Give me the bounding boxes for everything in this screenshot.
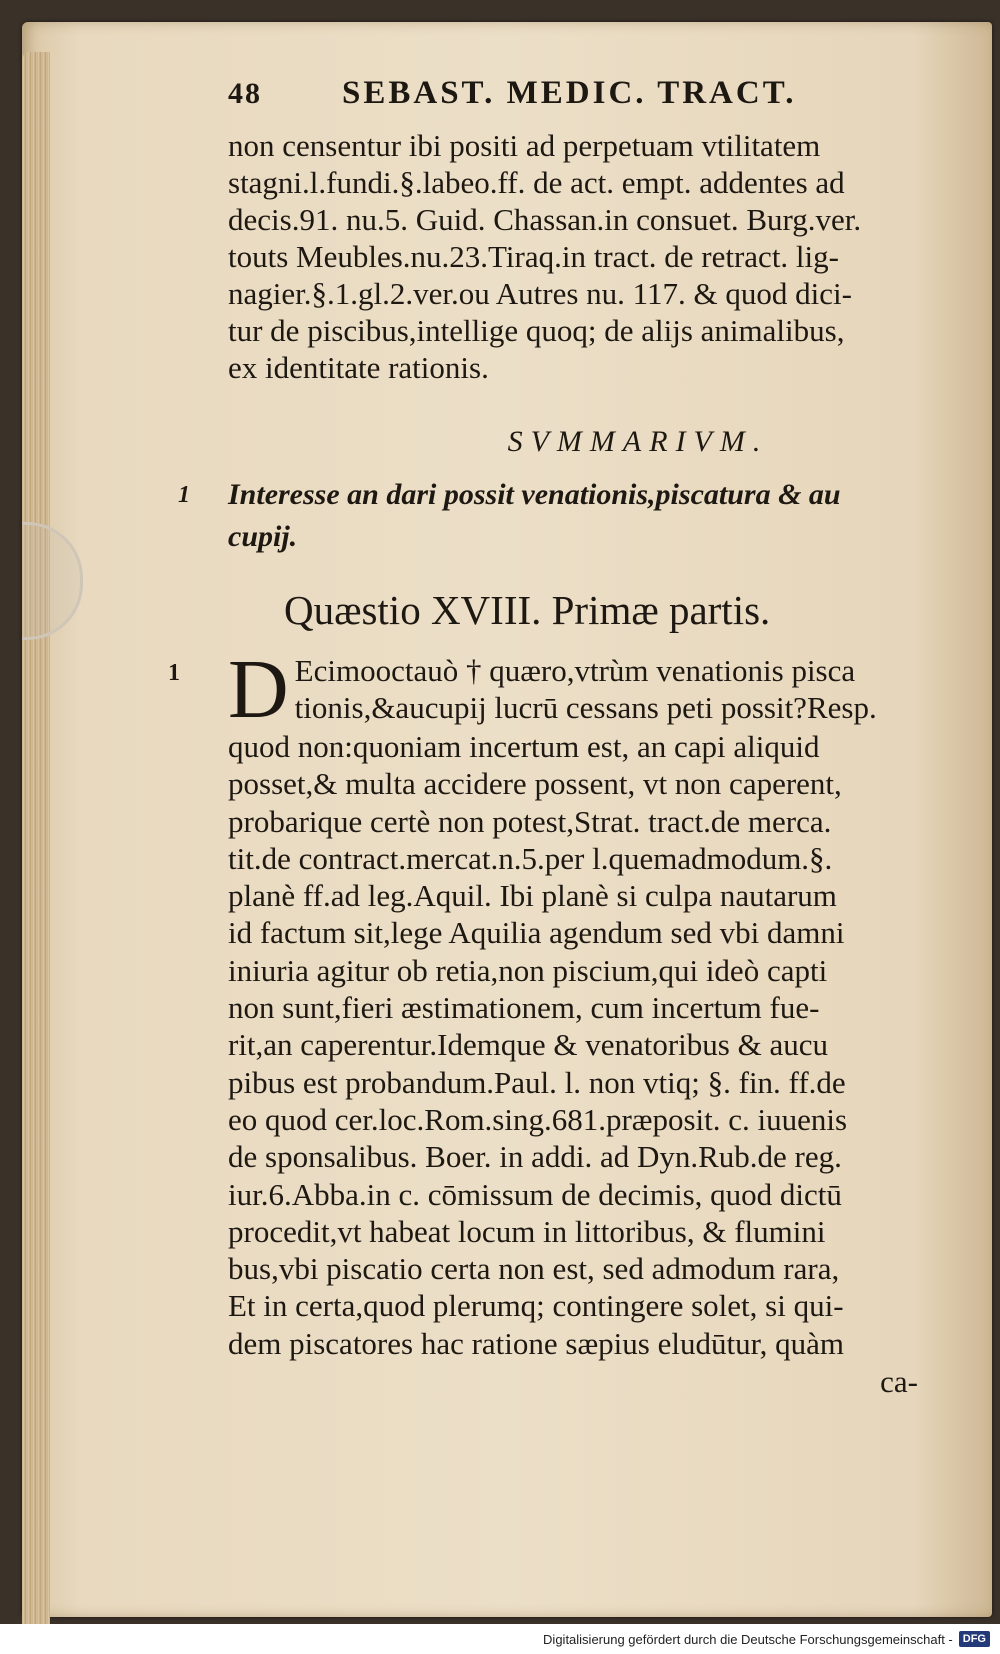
body-line: probarique certè non potest,Strat. tract.de merca. bbox=[228, 803, 832, 839]
body-line: iur.6.Abba.in c. cōmissum de decimis, quod dictū bbox=[228, 1176, 842, 1212]
body-line: Et in certa,quod plerumq; contingere solet, si qui- bbox=[228, 1288, 844, 1324]
body-line: planè ff.ad leg.Aquil. Ibi planè si culpa nautarum bbox=[228, 878, 837, 914]
summarium-item bbox=[178, 474, 928, 558]
text-line: nagier.§.1.gl.2.ver.ou Autres nu. 117. & quod dici- bbox=[228, 276, 852, 311]
margin-number: 1 bbox=[168, 660, 180, 686]
body-paragraph bbox=[168, 643, 928, 1402]
body-line: Ecimooctauò † quæro,vtrùm venationis pisca bbox=[294, 653, 856, 688]
running-title: SEBAST. MEDIC. TRACT. bbox=[342, 75, 797, 111]
body-line: posset,& multa accidere possent, vt non caperent, bbox=[228, 766, 842, 802]
page-number: 48 bbox=[228, 77, 262, 110]
footer-credit: Digitalisierung gefördert durch die Deutsche Forschungsgemeinschaft - bbox=[543, 1631, 953, 1647]
body-line: tionis,&aucupij lucrū cessans peti possit?Resp. bbox=[294, 690, 877, 726]
text-line: touts Meubles.nu.23.Tiraq.in tract. de retract. lig- bbox=[228, 239, 839, 274]
running-head bbox=[228, 75, 928, 127]
text-block bbox=[168, 75, 928, 1402]
body-line: id factum sit,lege Aquilia agendum sed vbi damni bbox=[228, 915, 845, 951]
page-edges bbox=[22, 52, 50, 1632]
question-title: Quæstio XVIII. Primæ partis. bbox=[284, 587, 771, 633]
body-line: rit,an caperentur.Idemque & venatoribus & aucu bbox=[228, 1027, 828, 1063]
body-line: dem piscatores hac ratione sæpius eludūtur, quàm bbox=[228, 1325, 845, 1361]
text-line: ex identitate rationis. bbox=[228, 350, 489, 385]
top-paragraph bbox=[228, 127, 928, 386]
dfg-logo: DFG bbox=[959, 1631, 990, 1647]
text-line: decis.91. nu.5. Guid. Chassan.in consuet. Burg.ver. bbox=[228, 202, 862, 237]
drop-capital: D bbox=[228, 643, 289, 736]
body-line: pibus est probandum.Paul. l. non vtiq; §. fin. ff.de bbox=[228, 1064, 846, 1100]
body-line: non sunt,fieri æstimationem, cum incertum fue- bbox=[228, 990, 820, 1026]
body-line: bus,vbi piscatio certa non est, sed admodum rara, bbox=[228, 1251, 840, 1287]
body-line: eo quod cer.loc.Rom.sing.681.præposit. c. iuuenis bbox=[228, 1101, 848, 1137]
summarium-line: cupij. bbox=[228, 520, 298, 553]
digitization-footer bbox=[0, 1624, 1000, 1654]
body-line: de sponsalibus. Boer. in addi. ad Dyn.Rub.de reg. bbox=[228, 1139, 842, 1175]
summarium-item-number: 1 bbox=[178, 482, 190, 508]
body-line: quod non:quoniam incertum est, an capi aliquid bbox=[228, 729, 820, 764]
text-line: non censentur ibi positi ad perpetuam vtilitatem bbox=[228, 128, 821, 163]
text-line: stagni.l.fundi.§.labeo.ff. de act. empt. addentes ad bbox=[228, 165, 845, 200]
catchword: ca- bbox=[880, 1364, 918, 1400]
text-line: tur de piscibus,intellige quoq; de alijs animalibus, bbox=[228, 313, 845, 348]
bookmark-clip bbox=[22, 522, 83, 640]
summarium-heading: SVMMARIVM. bbox=[507, 425, 769, 458]
body-line: tit.de contract.mercat.n.5.per l.quemadmodum.§. bbox=[228, 840, 833, 876]
summarium-line: Interesse an dari possit venationis,piscatura & au bbox=[228, 478, 841, 511]
body-line: iniuria agitur ob retia,non piscium,qui ideò capti bbox=[228, 952, 828, 988]
body-line: procedit,vt habeat locum in littoribus, & flumini bbox=[228, 1213, 826, 1249]
